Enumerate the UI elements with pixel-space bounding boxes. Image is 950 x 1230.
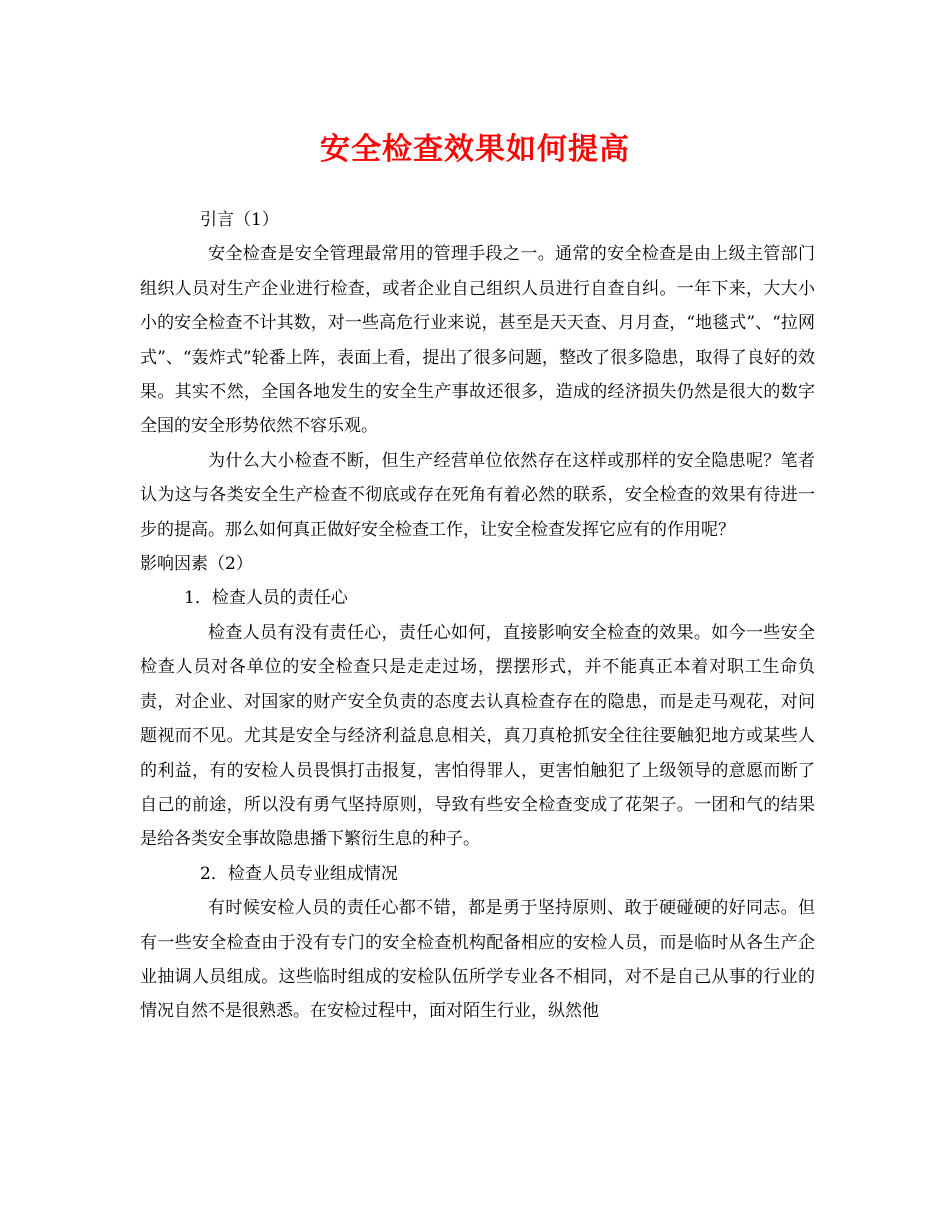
item-1-paragraph: 检查人员有没有责任心，责任心如何，直接影响安全检查的效果。如今一些安全检查人员对各单位的安全检查只是走走过场，摆摆形式，并不能真正本着对职工生命负责，对企业、对国家的财产安全负责的态度去认真检查存在的隐患，而是走马观花，对问题视而不见。尤其是安全与经济利益息息相关，真刀真枪抓安全往往要触犯地方或某些人的利益，有的安检人员畏惧打击报复，害怕得罪人，更害怕触犯了上级领导的意愿而断了自己的前途，所以没有勇气坚持原则，导致有些安全检查变成了花架子。一团和气的结果是给各类安全事故隐患播下繁衍生息的种子。 (140, 622, 815, 850)
intro-paragraph-1: 安全检查是安全管理最常用的管理手段之一。通常的安全检查是由上级主管部门组织人员对生产企业进行检查，或者企业自己组织人员进行自查自纠。一年下来，大大小小的安全检查不计其数，对一些高危行业来说，甚至是天天查、月月查，“地毯式”、“拉网式”、“轰炸式”轮番上阵，表面上看，提出了很多问题，整改了很多隐患，取得了良好的效果。其实不然，全国各地发生的安全生产事故还很多，造成的经济损失仍然是很大的数字 全国的安全形势依然不容乐观。 (140, 244, 832, 437)
factors-heading: 影响因素（2） (140, 554, 253, 575)
item-2-heading: 2．检查人员专业组成情况 (200, 863, 398, 884)
intro-paragraph-2: 为什么大小检查不断，但生产经营单位依然存在这样或那样的安全隐患呢？笔者认为这与各类安全生产检查不彻底或存在死角有着必然的联系，安全检查的效果有待进一步的提高。那么如何真正做好安全检查工作，让安全检查发挥它应有的作用呢？ (140, 450, 815, 540)
item-2-paragraph: 有时候安检人员的责任心都不错，都是勇于坚持原则、敢于硬碰硬的好同志。但有一些安全检查由于没有专门的安全检查机构配备相应的安检人员，而是临时从各生产企业抽调人员组成。这些临时组成的安检队伍所学专业各不相同，对不是自己从事的行业的情况自然不是很熟悉。在安检过程中，面对陌生行业，纵然他 (140, 898, 815, 1022)
document-title: 安全检查效果如何提高 (320, 132, 630, 167)
intro-heading: 引言（1） (200, 210, 279, 230)
document-body (140, 203, 832, 1029)
item-1-heading: 1．检查人员的责任心 (184, 588, 348, 609)
